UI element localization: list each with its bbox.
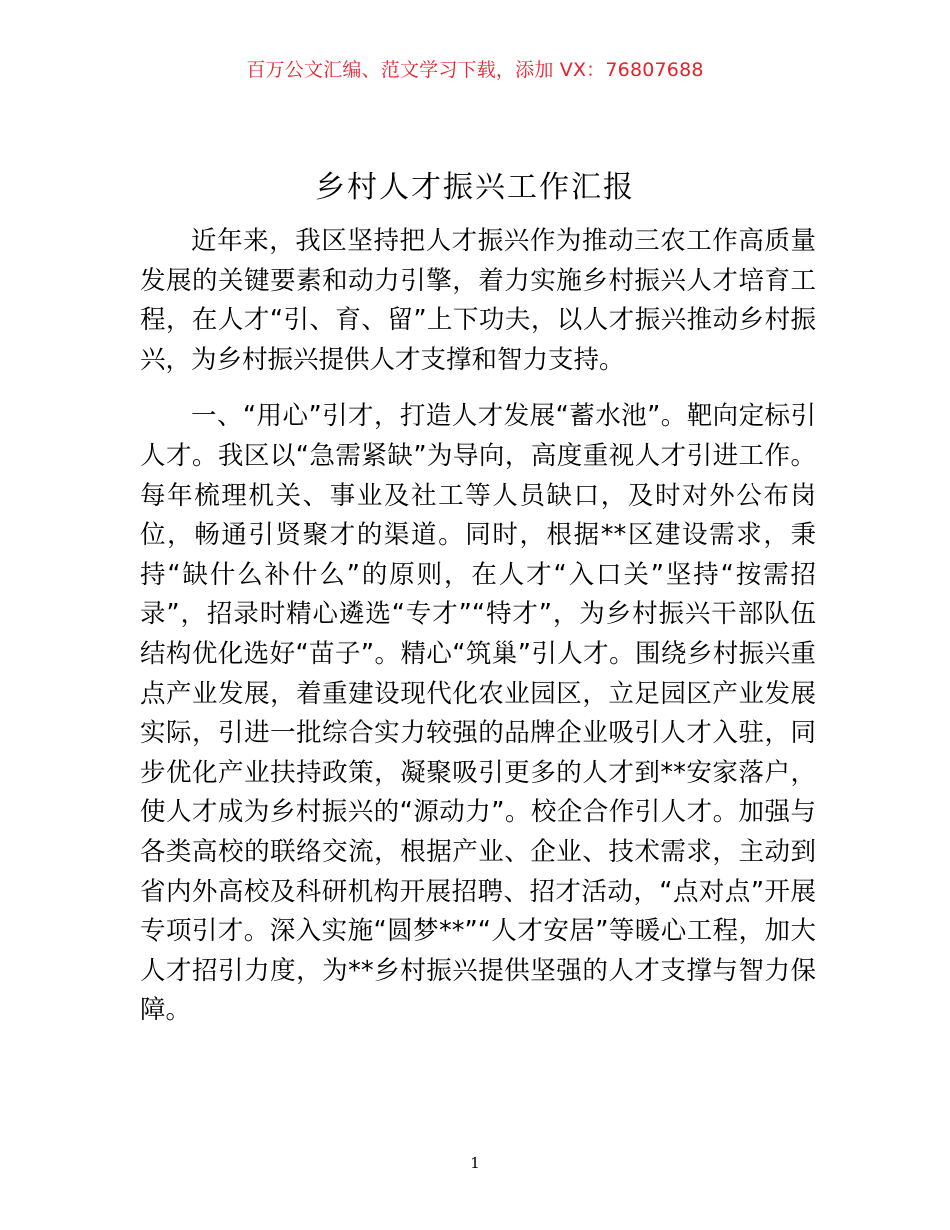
page-number: 1 [470,1154,480,1172]
header-banner: 百万公文汇编、范文学习下载，添加 VX：76807688 [246,59,704,81]
paragraph-intro: 近年来，我区坚持把人才振兴作为推动三农工作高质量发展的关键要素和动力引擎，着力实施乡村振兴人才培育工程，在人才“引、育、留”上下功夫，以人才振兴推动乡村振兴，为乡村振兴提供人才支撑和智力支持。 [140,226,816,375]
paragraph-section-one: 一、“用心”引才，打造人才发展“蓄水池”。靶向定标引人才。我区以“急需紧缺”为导向，高度重视人才引进工作。每年梳理机关、事业及社工等人员缺口，及时对外公布岗位，畅通引贤聚才的渠道。同时，根据**区建设需求，秉持“缺什么补什么”的原则，在人才“入口关”坚持“按需招录”，招录时精心遴选“专才”“特才”，为乡村振兴干部队伍结构优化选好“苗子”。精心“筑巢”引人才。围绕乡村振兴重点产业发展，着重建设现代化农业园区，立足园区产业发展实际，引进一批综合实力较强的品牌企业吸引人才入驻，同步优化产业扶持政策，凝聚吸引更多的人才到**安家落户，使人才成为乡村振兴的“源动力”。校企合作引人才。加强与各类高校的联络交流，根据产业、企业、技术需求，主动到省内外高校及科研机构开展招聘、招才活动，“点对点”开展专项引才。深入实施“圆梦**”“人才安居”等暖心工程，加大人才招引力度，为**乡村振兴提供坚强的人才支撑与智力保障。 [140,401,816,1026]
document-body [140,222,816,1031]
document-title: 乡村人才振兴工作汇报 [315,170,635,205]
